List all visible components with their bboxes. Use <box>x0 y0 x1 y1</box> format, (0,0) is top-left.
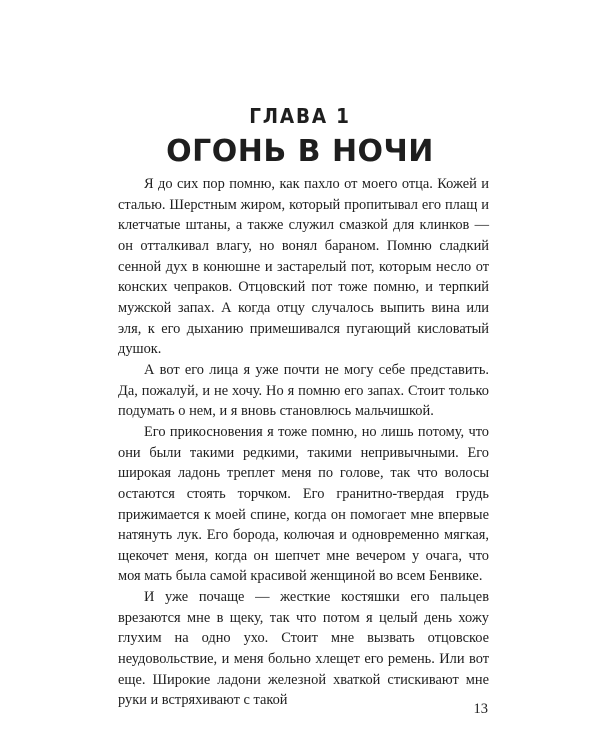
paragraph: А вот его лица я уже почти не могу себе представить. Да, пожалуй, и не хочу. Но я помню его запах. Стоит только подумать о нем, и я вновь становлюсь мальчишкой. <box>118 361 489 420</box>
paragraph: Я до сих пор помню, как пахло от моего отца. Кожей и сталью. Шерстным жиром, который пропитывал его плащ и клетчатые штаны, а также служил смазкой для клинков — он отталкивал влагу, но вонял бараном. Помню сладкий сенной дух в конюшне и застарелый пот, которым несло от конских чепраков. Отцовский пот тоже помню, и терпкий мужской запах. А когда отцу случалось выпить вина или эля, к его дыханию примешивался пугающий кисловатый душок. <box>118 176 489 358</box>
paragraph: Его прикосновения я тоже помню, но лишь потому, что они были такими редкими, такими непривычными. Его широкая ладонь треплет меня по голове, так что волосы остаются стоять торчком. Его гранитно-твердая грудь прижимается к моей спине, когда он помогает мне впервые натянуть лук. Его борода, колючая и одновременно мягкая, щекочет меня, когда он шепчет мне вечером у очага, что моя мать была самой красивой женщиной во всем Бенвике. <box>118 423 489 585</box>
page-number: 13 <box>473 701 488 717</box>
paragraph: И уже почаще — жесткие костяшки его пальцев врезаются мне в щеку, так что потом я целый день хожу глухим на одно ухо. Стоит мне вызвать отцовское неудовольствие, и меня больно хлещет его ремень. Или вот еще. Широкие ладони железной хваткой стискивают мне руки и встряхивают с такой <box>118 589 489 709</box>
chapter-title: ОГОНЬ В НОЧИ <box>166 134 434 169</box>
body-text <box>118 174 489 711</box>
chapter-label: ГЛАВА 1 <box>249 104 351 128</box>
